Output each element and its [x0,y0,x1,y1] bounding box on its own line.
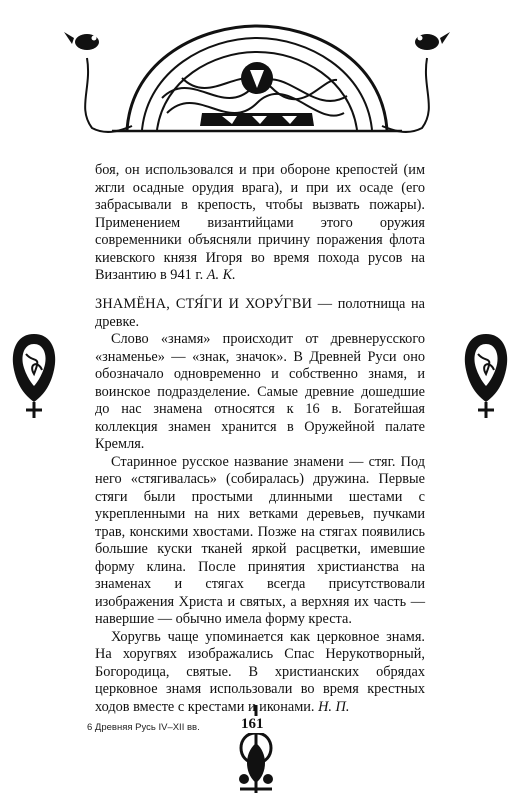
article-author: Н. П. [318,698,350,715]
continuation-author: А. К. [206,267,236,283]
left-margin-ornament [8,330,60,422]
continuation-text: боя, он использовался и при обороне крепостей (им жгли осадные орудия врага), и при их осаде (его забрасывали в крепость, чтобы вызвать пожары). Применением византийцами этого оружия современники объясняли причину поражения флота киевского князя Игоря во время похода русов на Византию в 941 г. [95,162,425,283]
page-number: 161 [241,716,264,732]
running-footer: 6 Древняя Русь IV–XII вв. [87,722,200,733]
article-paragraph-1: Слово «знамя» происходит от древнерусского «знаменье» — «знак, значок». В Древней Руси оно обозначало одновременно и собственно знамя, и воинское подразделение. Самые древние дошедшие до нас знамена относятся к 16 в. Богатейшая коллекция знамен хранится в Оружейной палате Кремля. [95,331,425,452]
right-margin-ornament [460,330,512,422]
continuation-paragraph [95,162,425,285]
interlace-header-ornament [52,18,462,136]
article-paragraph-2: Старинное русское название знамени — стяг. Под него «стягивалась» (собиралась) дружина. Первые стяги были простыми длинными шестами с укрепленными на них ветками деревьев, пучками трав, конскими хвостами. Позже на стягах появились большие куски тканей яркой расцветки, имевшие форму клина. После принятия христианства на знаменах и стягах всегда присутствовали изображения Христа и святых, а верхняя их часть — навершие — обычно имела форму креста. [95,453,425,627]
article-znamena [95,296,425,716]
article-paragraph-3: Хоругвь чаще упоминается как церковное знамя. На хоругвях изображались Спас Нерукотворный, Богородица, святые. В христианских обрядах церковное знамя использовали во время крестных ходов вместе с крестами и иконами. [95,628,425,715]
article-title: ЗНАМЁНА, СТЯ́ГИ И ХОРУ́ГВИ [95,296,313,312]
article-definition: — полотнища на древке. [95,296,425,330]
